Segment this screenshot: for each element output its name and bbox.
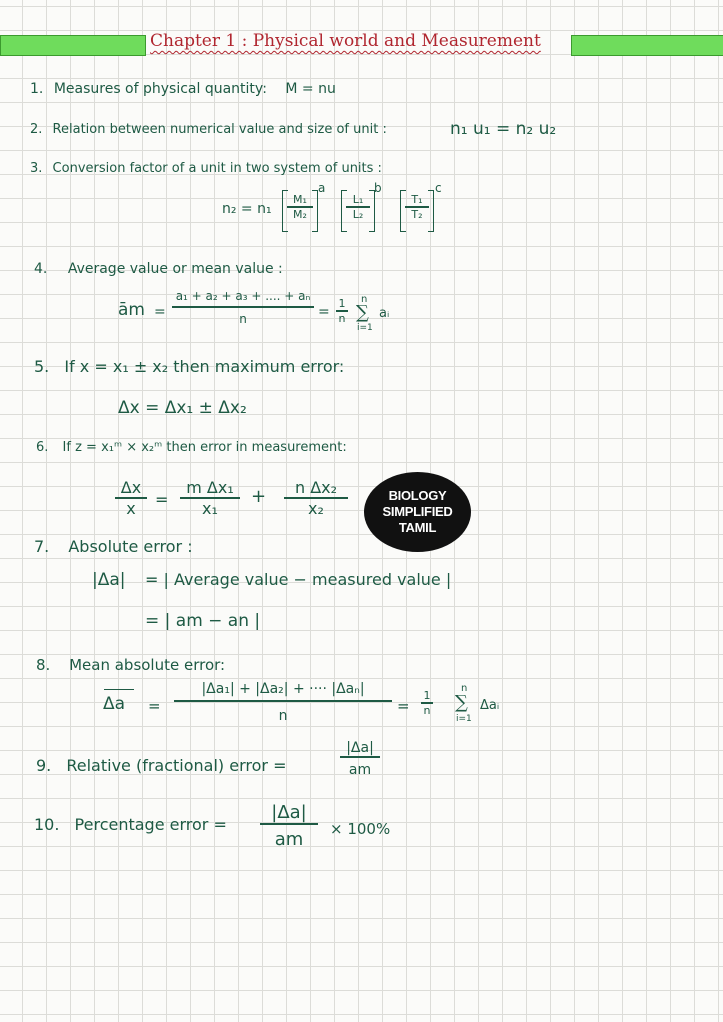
item-6-frac3: n Δx₂ x₂ bbox=[284, 478, 348, 518]
page-title: Chapter 1 : Physical world and Measurement bbox=[150, 31, 541, 51]
item-7: 7. Absolute error : bbox=[34, 537, 193, 556]
sigma-icon: ∑ bbox=[356, 302, 369, 323]
item-8: 8. Mean absolute error: bbox=[36, 656, 226, 674]
exponent-a: a bbox=[318, 181, 326, 195]
item-10-fraction: |Δa| am bbox=[260, 802, 318, 850]
item-7-rhs: = | Average value − measured value | bbox=[145, 570, 452, 589]
biology-simplified-tamil-logo: BIOLOGY SIMPLIFIED TAMIL bbox=[364, 472, 471, 552]
header-bar-right bbox=[571, 35, 723, 56]
item-6-frac1: Δx x bbox=[115, 478, 147, 518]
header-bar-left bbox=[0, 35, 146, 56]
fraction-l: L₁ L₂ bbox=[346, 193, 370, 221]
item-4: 4. Average value or mean value : bbox=[34, 261, 283, 277]
item-5: 5. If x = x₁ ± x₂ then maximum error: bbox=[34, 357, 345, 376]
item-9: 9. Relative (fractional) error = bbox=[36, 756, 287, 775]
item-8-lhs: Δa bbox=[103, 694, 126, 714]
exponent-b: b bbox=[374, 181, 382, 195]
item-5-formula: Δx = Δx₁ ± Δx₂ bbox=[118, 398, 247, 418]
exponent-c: c bbox=[435, 181, 442, 195]
item-10: 10. Percentage error = bbox=[34, 815, 227, 834]
item-10-tail: × 100% bbox=[330, 820, 391, 838]
item-7-line2: = | am − an | bbox=[145, 611, 261, 631]
item-8-overline bbox=[104, 689, 134, 690]
item-4-one-over-n: 1 n bbox=[336, 297, 348, 325]
item-3-lhs: n₂ = n₁ bbox=[222, 201, 272, 217]
item-6-frac2: m Δx₁ x₁ bbox=[180, 478, 240, 518]
item-8-one-over-n: 1 n bbox=[421, 689, 433, 717]
fraction-t: T₁ T₂ bbox=[405, 193, 429, 221]
item-4-fraction: a₁ + a₂ + a₃ + .... + aₙ n bbox=[172, 289, 314, 326]
item-6: 6. If z = x₁ᵐ × x₂ᵐ then error in measurement: bbox=[36, 440, 347, 455]
sigma-icon: ∑ bbox=[455, 692, 468, 713]
item-3: 3. Conversion factor of a unit in two system of units : bbox=[30, 161, 382, 176]
item-4-lhs: ām bbox=[118, 300, 145, 320]
item-1: 1. Measures of physical quantity: M = nu bbox=[30, 81, 336, 97]
item-2: 2. Relation between numerical value and size of unit : bbox=[30, 122, 387, 137]
item-2-formula: n₁ u₁ = n₂ u₂ bbox=[450, 119, 557, 139]
item-7-lhs: |Δa| bbox=[92, 570, 126, 590]
item-8-fraction: |Δa₁| + |Δa₂| + ···· |Δaₙ| n bbox=[174, 681, 392, 724]
item-9-fraction: |Δa| am bbox=[340, 740, 380, 778]
fraction-m: M₁ M₂ bbox=[287, 193, 313, 221]
